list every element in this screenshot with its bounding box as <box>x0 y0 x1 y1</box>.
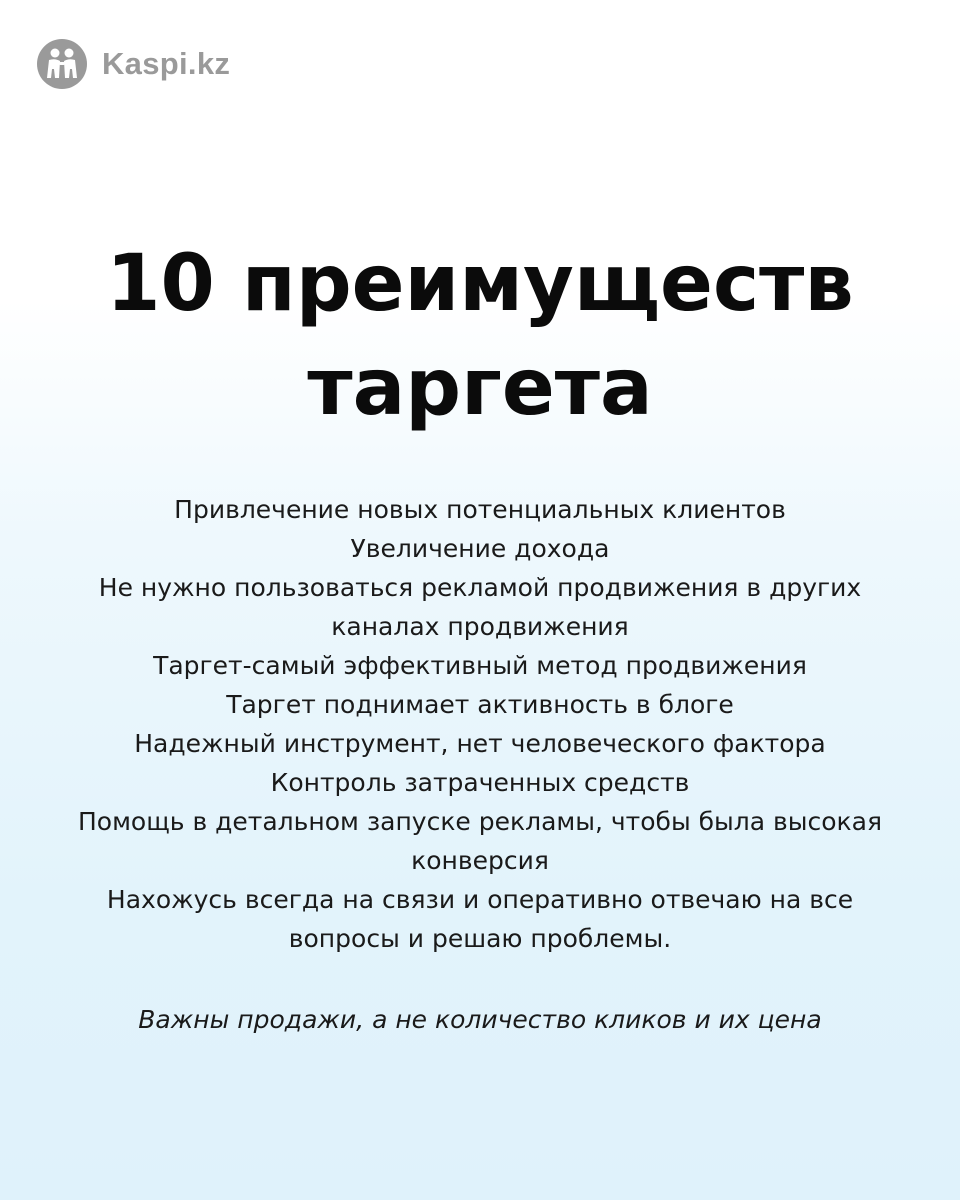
title-line-2: таргета <box>307 343 653 433</box>
benefit-item: Таргет поднимает активность в блоге <box>226 690 734 719</box>
page-title <box>0 232 960 440</box>
benefit-item: Надежный инструмент, нет человеческого фактора <box>134 729 826 758</box>
tagline: Важны продажи, а не количество кликов и их цена <box>138 1005 822 1034</box>
benefit-item: Таргет-самый эффективный метод продвижения <box>153 651 807 680</box>
benefit-item: Контроль затраченных средств <box>270 768 690 797</box>
benefit-item: Увеличение дохода <box>350 534 610 563</box>
benefits-list <box>0 490 960 958</box>
benefit-item: Нахожусь всегда на связи и оперативно отвечаю на все вопросы и решаю проблемы. <box>106 885 854 953</box>
kaspi-people-logo-icon <box>36 38 88 90</box>
watermark-text: Kaspi.kz <box>102 46 231 81</box>
benefit-item: Привлечение новых потенциальных клиентов <box>174 495 786 524</box>
title-line-1: 10 преимуществ <box>106 239 854 329</box>
benefit-item: Не нужно пользоваться рекламой продвижения в других каналах продвижения <box>98 573 862 641</box>
benefit-item: Помощь в детальном запуске рекламы, чтобы была высокая конверсия <box>77 807 883 875</box>
kaspi-watermark <box>36 38 230 90</box>
